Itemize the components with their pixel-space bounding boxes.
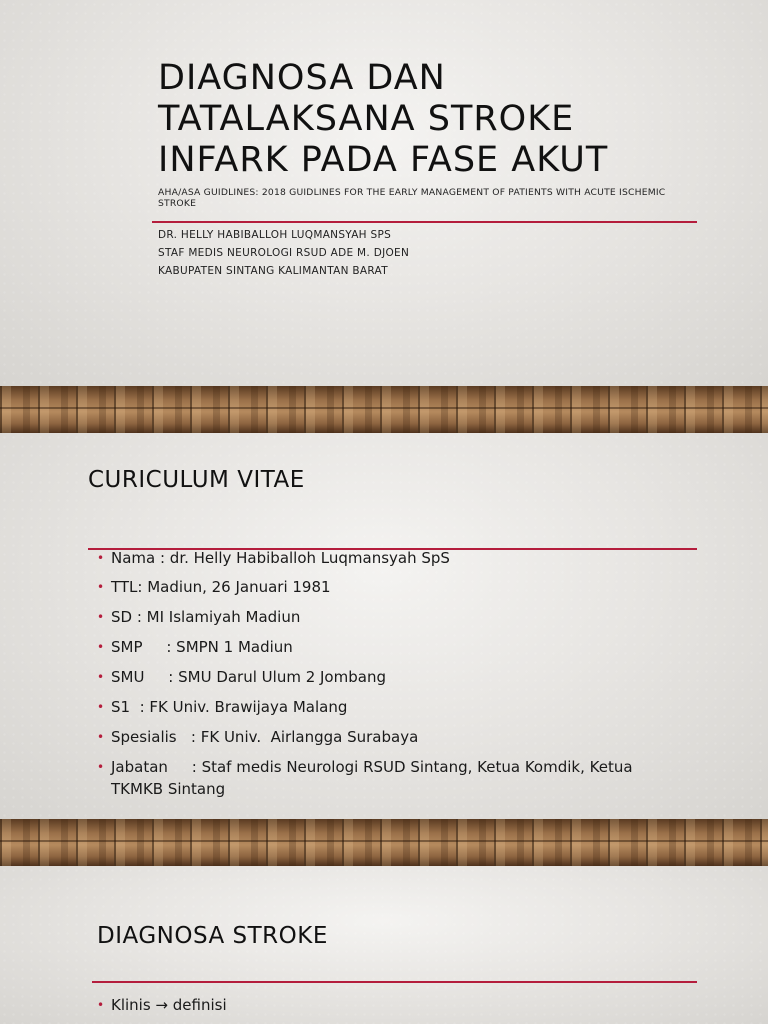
slide-subtitle: AHA/ASA GUIDLINES: 2018 GUIDLINES FOR THE EARLY MANAGEMENT OF PATIENTS WITH ACUTE ISCHEMIC STROKE: [158, 187, 666, 209]
list-item: • SMP : SMPN 1 Madiun: [97, 638, 293, 656]
list-item: • TTL: Madiun, 26 Januari 1981: [97, 578, 331, 596]
bullet-icon: •: [97, 580, 105, 594]
bullet-icon: •: [97, 730, 105, 744]
bullet-icon: •: [97, 640, 105, 654]
slide-title: [0, 0, 768, 386]
author-name: DR. HELLY HABIBALLOH LUQMANSYAH SPS: [158, 229, 392, 241]
wood-floor-divider: [0, 386, 768, 433]
author-location: KABUPATEN SINTANG KALIMANTAN BARAT: [158, 265, 388, 277]
slide-heading: CURICULUM VITAE: [88, 467, 305, 493]
list-item: • Spesialis : FK Univ. Airlangga Surabaya: [97, 728, 419, 746]
author-position: STAF MEDIS NEUROLOGI RSUD ADE M. DJOEN: [158, 247, 410, 259]
slide-heading: DIAGNOSA STROKE: [97, 923, 328, 949]
bullet-icon: •: [97, 998, 105, 1012]
bullet-icon: •: [97, 551, 105, 565]
bullet-icon: •: [97, 700, 105, 714]
title-line: INFARK PADA FASE AKUT: [158, 140, 609, 180]
list-item: • SMU : SMU Darul Ulum 2 Jombang: [97, 668, 386, 686]
cv-bullet-list: [97, 547, 697, 800]
list-item: • Klinis → definisi: [97, 996, 227, 1014]
title-line: DIAGNOSA DAN: [158, 58, 446, 98]
wood-floor-divider: [0, 819, 768, 866]
bullet-icon: •: [97, 670, 105, 684]
slide-curriculum-vitae: [0, 433, 768, 819]
list-item: • Jabatan : Staf medis Neurologi RSUD Sintang, Ketua Komdik, Ketua TKMKB Sintang: [97, 758, 638, 798]
list-item: • Nama : dr. Helly Habiballoh Luqmansyah SpS: [97, 549, 450, 567]
title-line: TATALAKSANA STROKE: [158, 99, 575, 139]
slide-diagnosa-stroke: [0, 866, 768, 1024]
accent-divider: [92, 981, 697, 983]
list-item: • SD : MI Islamiyah Madiun: [97, 608, 301, 626]
diagnosis-bullet-list: [97, 994, 697, 1016]
bullet-icon: •: [97, 760, 105, 774]
slide-title-heading: [158, 58, 718, 181]
list-item: • S1 : FK Univ. Brawijaya Malang: [97, 698, 348, 716]
bullet-icon: •: [97, 610, 105, 624]
accent-divider: [152, 221, 697, 223]
